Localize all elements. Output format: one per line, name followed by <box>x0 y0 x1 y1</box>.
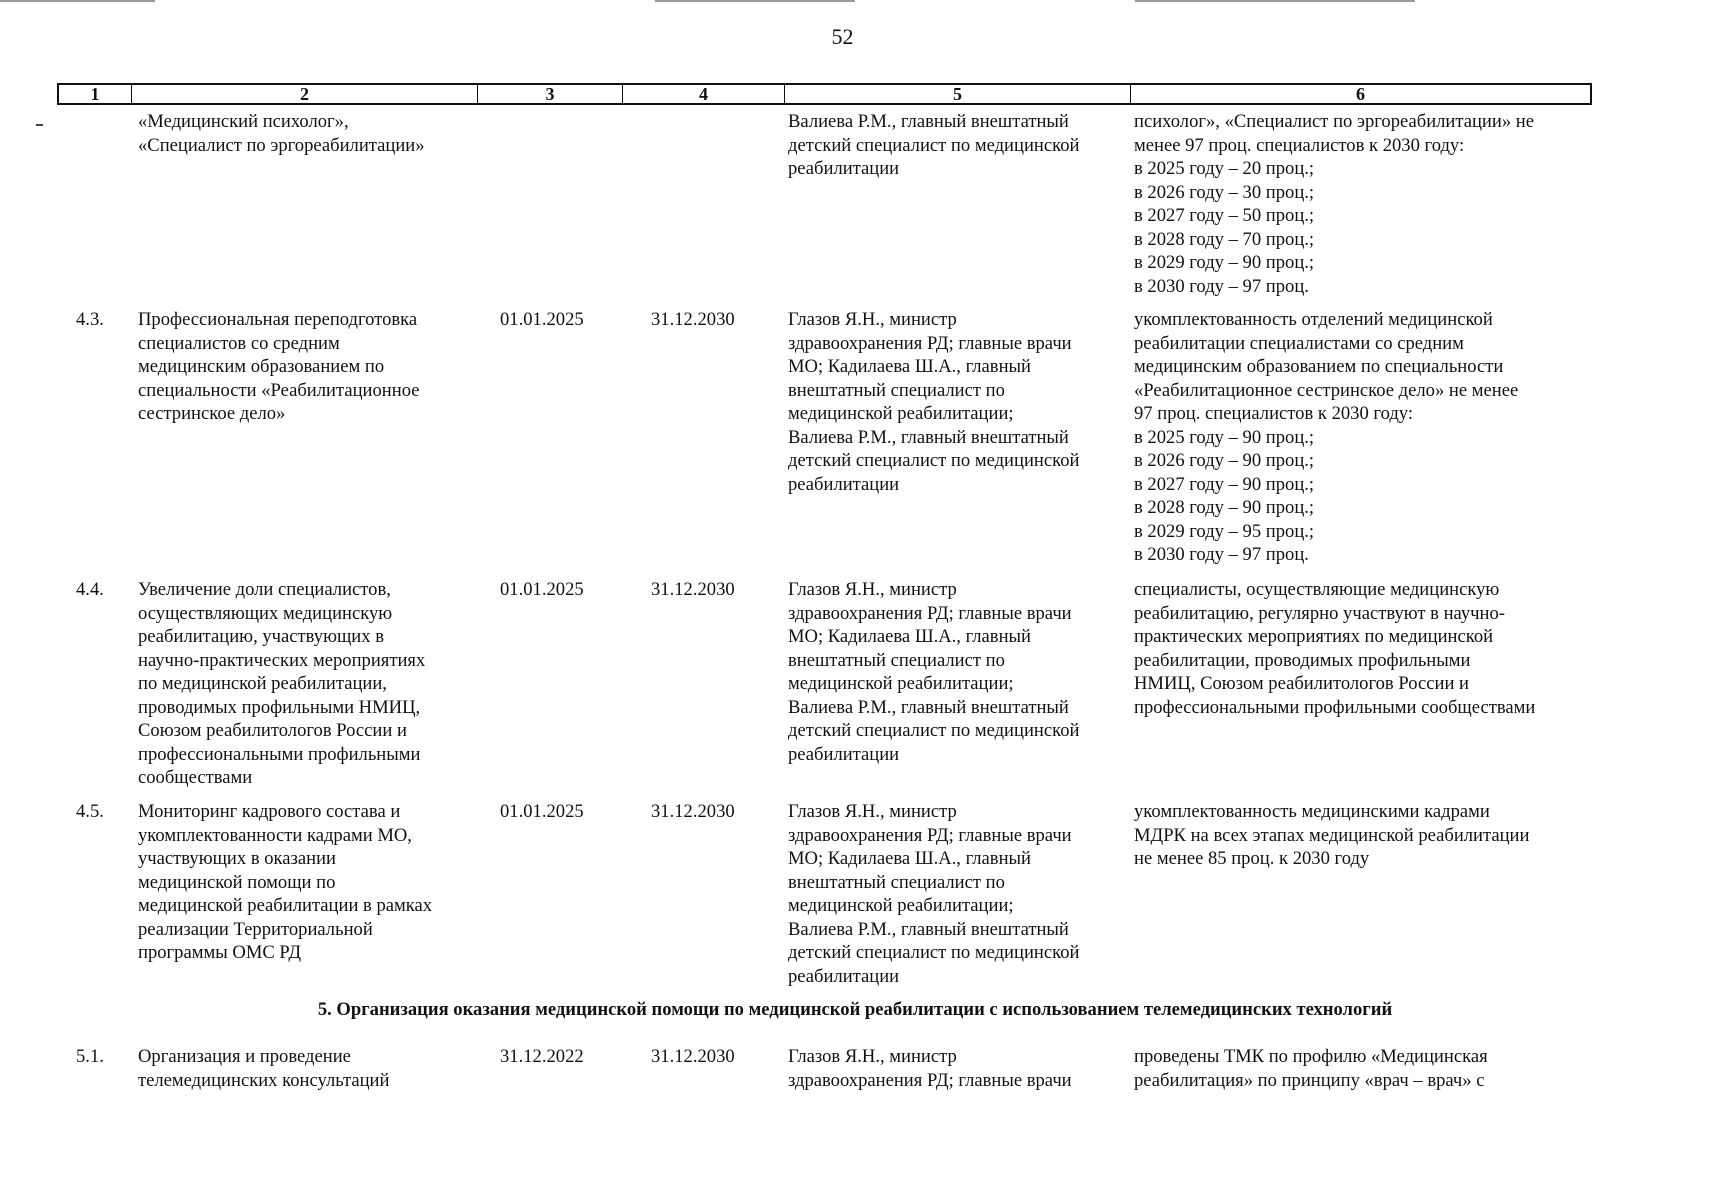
header-column: 4 <box>622 85 784 103</box>
scan-artifact <box>0 0 155 2</box>
text-line: укомплектованность отделений медицинской <box>1134 309 1493 330</box>
expected-result <box>1134 110 1534 298</box>
text-line: реабилитация» по принципу «врач – врач» с <box>1134 1069 1485 1091</box>
text-line: укомплектованность медицинскими кадрами <box>1134 801 1490 822</box>
event-name <box>138 578 425 790</box>
event-name <box>138 1045 389 1092</box>
end-date: 31.12.2030 <box>651 801 735 822</box>
text-line: в 2027 году – 50 проц.; <box>1134 205 1315 226</box>
start-date: 01.01.2025 <box>500 309 584 330</box>
text-line: проводимых профильными НМИЦ, <box>138 696 421 718</box>
table-header <box>57 83 1592 105</box>
text-line: в 2025 году – 90 проц.; <box>1134 426 1315 448</box>
text-line: в 2028 году – 70 проц.; <box>1134 228 1315 250</box>
start-date: 31.12.2022 <box>500 1046 584 1067</box>
row-number: 4.5. <box>76 801 104 822</box>
header-column: 1 <box>90 84 100 104</box>
text-line: специалисты, осуществляющие медицинскую <box>1134 579 1500 600</box>
text-line: в 2026 году – 90 проц.; <box>1134 450 1315 471</box>
text-line: практических мероприятиях по медицинской <box>1134 626 1494 647</box>
end-date: 31.12.2030 <box>651 579 735 600</box>
margin-mark <box>36 124 43 126</box>
text-line: внештатный специалист по <box>788 379 1005 401</box>
text-line: детский специалист по медицинской <box>788 450 1080 471</box>
header-column: 6 <box>1130 85 1590 103</box>
text-line: детский специалист по медицинской <box>788 720 1080 741</box>
text-line: МДРК на всех этапах медицинской реабилитации <box>1134 824 1530 846</box>
text-line: реабилитации <box>788 473 900 495</box>
text-line: Организация и проведение <box>138 1046 351 1067</box>
expected-result <box>1134 308 1518 567</box>
event-name <box>138 800 432 965</box>
row-number: 5.1. <box>76 1046 104 1067</box>
text-line: укомплектованности кадрами МО, <box>138 824 412 846</box>
text-line: МО; Кадилаева Ш.А., главный <box>788 848 1031 869</box>
text-line: детский специалист по медицинской <box>788 942 1080 963</box>
text-line: «Медицинский психолог», <box>138 111 349 132</box>
text-line: медицинской помощи по <box>138 871 336 893</box>
text-line: профессиональными профильными сообществами <box>1134 696 1536 718</box>
text-line: сообществами <box>138 767 253 788</box>
text-line: «Реабилитационное сестринское дело» не менее <box>1134 379 1519 401</box>
text-line: Валиева Р.М., главный внештатный <box>788 111 1069 132</box>
text-line: реабилитации <box>788 158 900 179</box>
text-line: Глазов Я.Н., министр <box>788 309 957 330</box>
text-line: специалистов со средним <box>138 332 340 354</box>
text-line: здравоохранения РД; главные врачи <box>788 332 1072 354</box>
text-line: медицинской реабилитации; <box>788 403 1014 424</box>
text-line: реабилитации, проводимых профильными <box>1134 649 1471 671</box>
page-number: 52 <box>831 24 854 49</box>
text-line: научно-практических мероприятиях <box>138 649 426 671</box>
text-line: в 2026 году – 30 проц.; <box>1134 181 1315 203</box>
text-line: внештатный специалист по <box>788 649 1005 671</box>
text-line: реабилитацию, участвующих в <box>138 626 384 647</box>
responsible-persons <box>788 800 1079 988</box>
text-line: здравоохранения РД; главные врачи <box>788 602 1072 624</box>
text-line: реализации Территориальной <box>138 918 373 940</box>
text-line: 97 проц. специалистов к 2030 году: <box>1134 403 1414 424</box>
text-line: Глазов Я.Н., министр <box>788 801 957 822</box>
end-date: 31.12.2030 <box>651 309 735 330</box>
header-column: 2 <box>131 85 477 103</box>
end-date: 31.12.2030 <box>651 1046 735 1067</box>
event-name <box>138 110 425 157</box>
text-line: Глазов Я.Н., министр <box>788 579 957 600</box>
responsible-persons <box>788 578 1079 766</box>
text-line: специальности «Реабилитационное <box>138 379 420 401</box>
text-line: Мониторинг кадрового состава и <box>138 801 401 822</box>
text-line: в 2030 году – 97 проц. <box>1134 544 1309 565</box>
responsible-persons <box>788 1045 1072 1092</box>
text-line: проведены ТМК по профилю «Медицинская <box>1134 1046 1488 1067</box>
responsible-persons <box>788 110 1079 181</box>
text-line: внештатный специалист по <box>788 871 1005 893</box>
text-line: Валиева Р.М., главный внештатный <box>788 426 1069 448</box>
text-line: медицинской реабилитации; <box>788 895 1014 916</box>
text-line: Профессиональная переподготовка <box>138 309 418 330</box>
text-line: НМИЦ, Союзом реабилитологов России и <box>1134 673 1470 694</box>
text-line: «Специалист по эргореабилитации» <box>138 134 425 156</box>
text-line: менее 97 проц. специалистов к 2030 году: <box>1134 134 1465 156</box>
text-line: сестринское дело» <box>138 403 286 424</box>
text-line: в 2028 году – 90 проц.; <box>1134 497 1315 518</box>
expected-result <box>1134 578 1535 719</box>
expected-result <box>1134 800 1529 871</box>
text-line: реабилитации специалистами со средним <box>1134 332 1464 354</box>
text-line: Валиева Р.М., главный внештатный <box>788 696 1069 718</box>
scan-artifact <box>1135 0 1415 2</box>
text-line: программы ОМС РД <box>138 942 302 963</box>
text-line: в 2027 году – 90 проц.; <box>1134 473 1315 495</box>
text-line: профессиональными профильными <box>138 743 421 765</box>
header-column: 3 <box>477 85 622 103</box>
text-line: осуществляющих медицинскую <box>138 602 393 624</box>
text-line: медицинским образованием по <box>138 356 385 377</box>
text-line: в 2029 году – 90 проц.; <box>1134 252 1315 273</box>
section-heading: 5. Организация оказания медицинской помощи по медицинской реабилитации с использованием телемедицинских технологий <box>317 999 1393 1020</box>
row-number: 4.4. <box>76 579 104 600</box>
text-line: Валиева Р.М., главный внештатный <box>788 918 1069 940</box>
header-column: 5 <box>784 85 1130 103</box>
text-line: медицинской реабилитации; <box>788 673 1014 694</box>
text-line: медицинской реабилитации в рамках <box>138 895 433 916</box>
text-line: реабилитации <box>788 965 900 987</box>
text-line: психолог», «Специалист по эргореабилитации» не <box>1134 111 1534 132</box>
text-line: МО; Кадилаева Ш.А., главный <box>788 626 1031 647</box>
text-line: Союзом реабилитологов России и <box>138 720 407 741</box>
scan-artifact <box>655 0 855 2</box>
text-line: Увеличение доли специалистов, <box>138 579 391 600</box>
start-date: 01.01.2025 <box>500 579 584 600</box>
text-line: телемедицинских консультаций <box>138 1069 390 1091</box>
text-line: в 2030 году – 97 проц. <box>1134 275 1309 297</box>
start-date: 01.01.2025 <box>500 801 584 822</box>
text-line: здравоохранения РД; главные врачи <box>788 824 1072 846</box>
event-name <box>138 308 419 426</box>
responsible-persons <box>788 308 1079 496</box>
text-line: здравоохранения РД; главные врачи <box>788 1069 1072 1091</box>
expected-result <box>1134 1045 1488 1092</box>
text-line: медицинским образованием по специальности <box>1134 356 1504 377</box>
text-line: в 2025 году – 20 проц.; <box>1134 158 1315 179</box>
text-line: Глазов Я.Н., министр <box>788 1046 957 1067</box>
text-line: не менее 85 проц. к 2030 году <box>1134 848 1370 869</box>
row-number: 4.3. <box>76 309 104 330</box>
text-line: по медицинской реабилитации, <box>138 673 387 694</box>
text-line: реабилитацию, регулярно участвуют в научно- <box>1134 602 1505 624</box>
text-line: в 2029 году – 95 проц.; <box>1134 520 1315 542</box>
text-line: детский специалист по медицинской <box>788 134 1080 156</box>
text-line: реабилитации <box>788 743 900 765</box>
text-line: участвующих в оказании <box>138 848 337 869</box>
text-line: МО; Кадилаева Ш.А., главный <box>788 356 1031 377</box>
